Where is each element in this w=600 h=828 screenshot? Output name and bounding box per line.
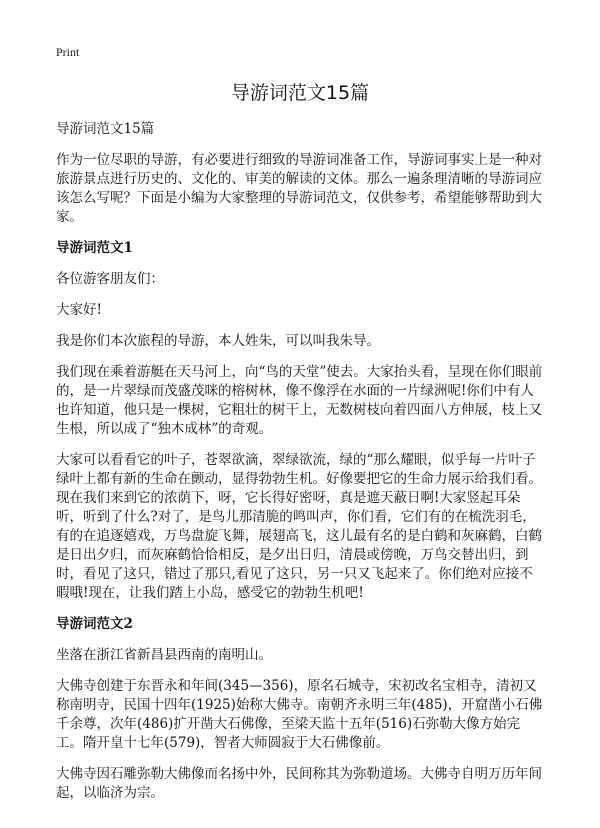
document-subtitle: 导游词范文15篇 xyxy=(56,121,155,137)
section-2-paragraph: 大佛寺创建于东晋永和年间(345—356)，原名石城寺，宋初改名宝相寺，清初又称南明寺，民国十四年(1925)始称大佛寺。南朝齐永明三年(485)，开窟凿小石佛千余尊，次年(486)扩开凿大石佛像，至梁天监十五年(516)石弥勒大像方始完工。隋开皇十七年(579)，智者大师圆寂于大石佛像前。 xyxy=(56,678,543,751)
document-body xyxy=(56,120,546,815)
section-1-paragraph: 我们现在乘着游艇在天马河上，向“鸟的天堂”使去。大家抬头看，呈现在你们眼前的，是一片翠绿而茂盛茂咪的榕树林，像不像浮在水面的一片绿洲呢!你们中有人也许知道，他只是一棵树，它粗壮的树干上，无数树枝向着四面八方伸展，枝上又生根，所以成了“独木成林”的奇观。 xyxy=(56,364,543,437)
section-1-paragraph: 各位游客朋友们： xyxy=(56,271,164,287)
section-2-heading: 导游词范文2 xyxy=(56,616,133,632)
section-2-paragraph: 大佛寺因石雕弥勒大佛像而名扬中外，民间称其为弥勒道场。大佛寺自明万历年间起，以临济为宗。 xyxy=(56,766,542,801)
section-1-paragraph: 我是你们本次旅程的导游，本人姓朱，可以叫我朱导。 xyxy=(56,333,380,349)
section-1-paragraph: 大家好! xyxy=(56,302,102,318)
section-2-paragraph: 坐落在浙江省新昌县西南的南明山。 xyxy=(56,647,272,663)
print-label: Print xyxy=(56,45,80,59)
intro-paragraph: 作为一位尽职的导游，有必要进行细致的导游词准备工作，导游词事实上是一种对旅游景点进行历史的、文化的、审美的解读的文体。那么一遍条理清晰的导游词应该怎么写呢？下面是小编为大家整理的导游词范文，仅供参考，希望能够帮助到大家。 xyxy=(56,152,542,225)
section-1-heading: 导游词范文1 xyxy=(56,240,133,256)
page-title: 导游词范文15篇 xyxy=(230,82,370,104)
section-1-paragraph: 大家可以看看它的叶子，苍翠欲滴，翠绿欲流，绿的“那么耀眼，似乎每一片叶子绿叶上都有新的生命在颤动，显得勃勃生机。好像要把它的生命力展示给我们看。现在我们来到它的浓荫下，呀，它长得好密呀，真是遮天蔽日啊!大家竖起耳朵听，听到了什么?对了，是鸟儿那清脆的鸣叫声，你们看，它们有的在梳洗羽毛，有的在追逐嬉戏，万鸟盘旋飞舞，展翅高飞，这儿最有名的是白鹤和灰麻鹤，白鹤是日出夕归，而灰麻鹤恰恰相反，是夕出日归，清晨或傍晚，万鸟交替出归，到时，看见了这只，错过了那只,看见了这只，另一只又飞起来了。你们绝对应接不暇哦!现在，让我们踏上小岛，感受它的勃勃生机吧! xyxy=(56,452,542,601)
